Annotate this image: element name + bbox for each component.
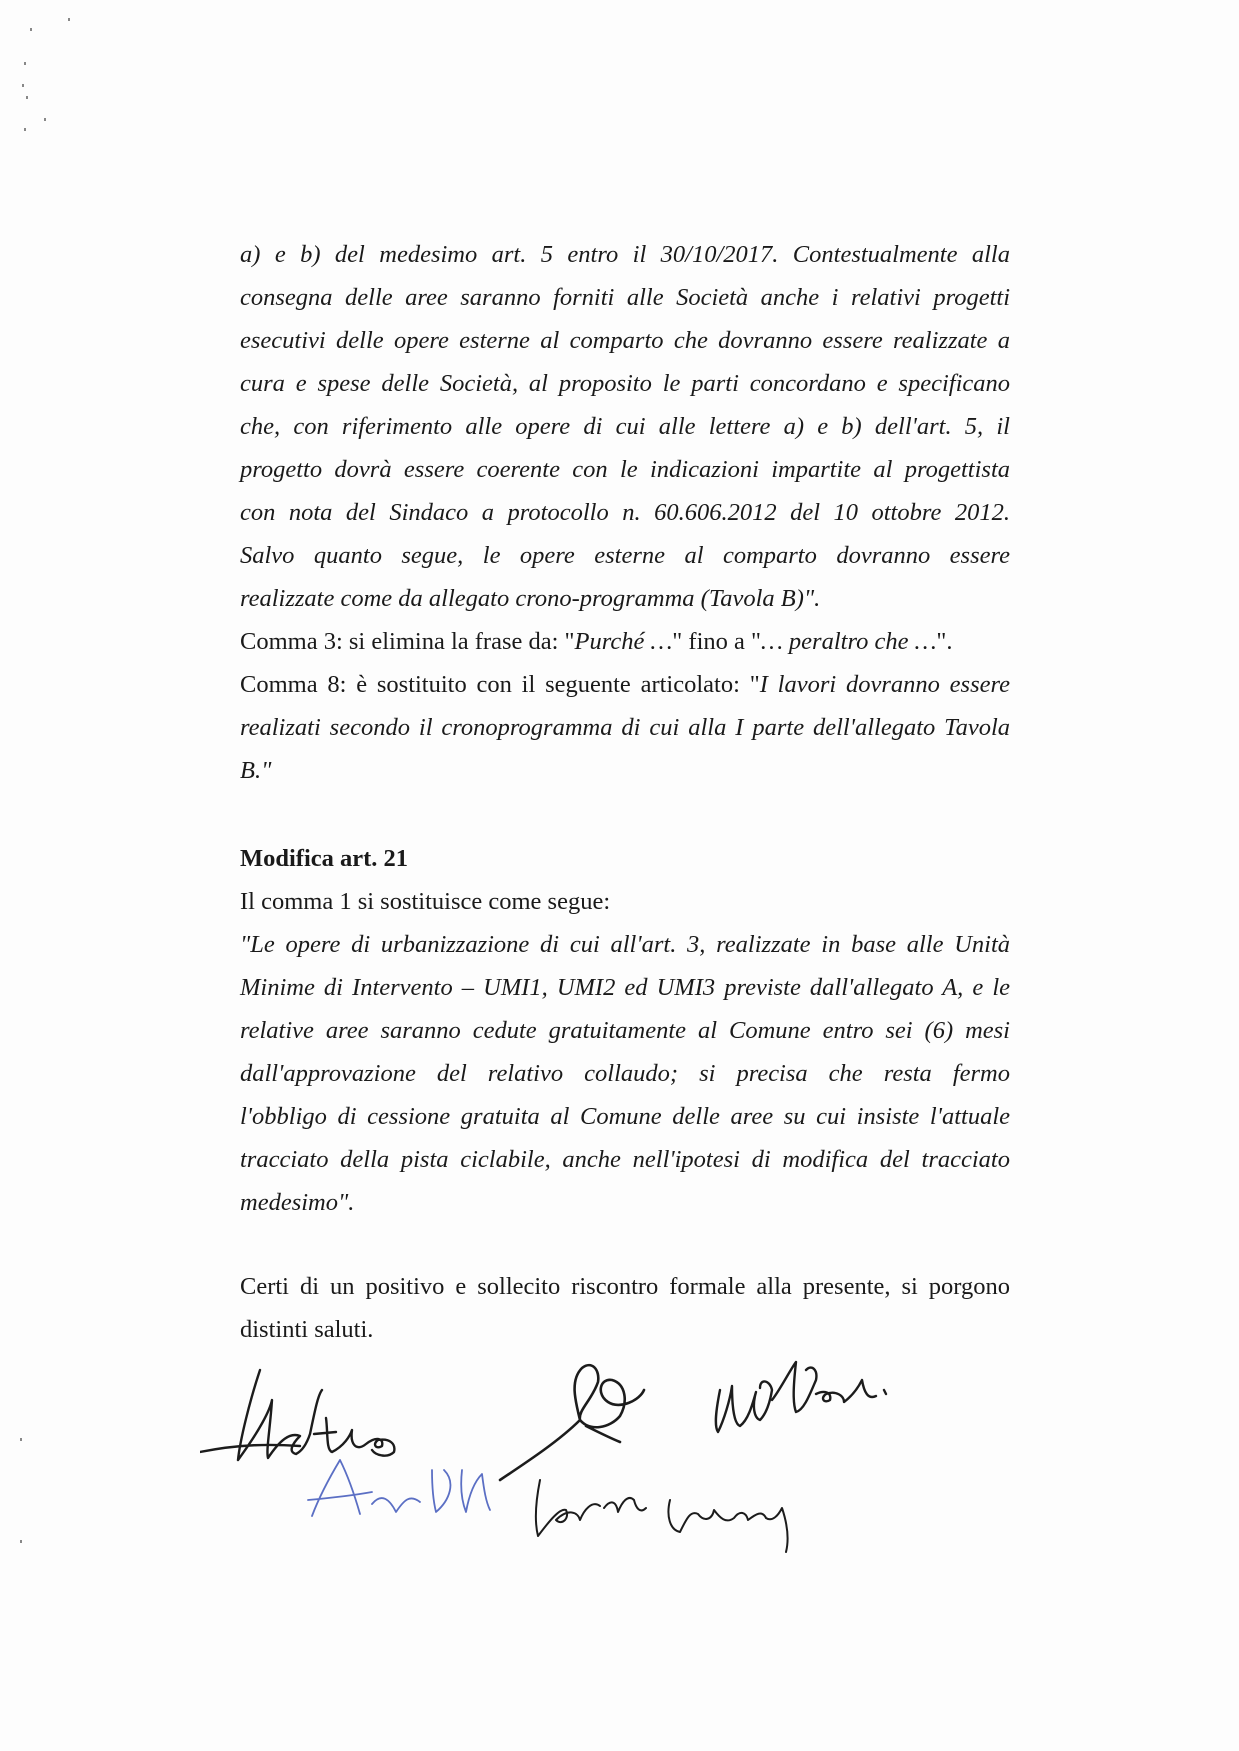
art21-quote-line: relative aree saranno cedute gratuitamente al Comune entro sei (6) mesi [240, 1017, 1010, 1044]
art21-quote-line: Minime di Intervento – UMI1, UMI2 ed UMI3 previste dall'allegato A, e le [240, 974, 1010, 1001]
art21-section [240, 880, 1010, 1224]
art21-intro: Il comma 1 si sostituisce come segue: [240, 888, 611, 915]
paragraph-line: Salvo quanto segue, le opere esterne al comparto dovranno essere [240, 542, 1010, 569]
comma8-line: realizati secondo il cronoprogramma di cui alla I parte dell'allegato Tavola [240, 714, 1010, 741]
paragraph-line: realizzate come da allegato crono-programma (Tavola B)". [240, 585, 821, 612]
paragraph-line: che, con riferimento alle opere di cui alle lettere a) e b) dell'art. 5, il [240, 413, 1010, 440]
closing-line: distinti saluti. [240, 1316, 374, 1343]
signature-1 [200, 1370, 394, 1460]
art21-quote-line: medesimo". [240, 1189, 355, 1216]
paragraph-line: progetto dovrà essere coerente con le indicazioni impartite al progettista [240, 456, 1010, 483]
comma3-line: Comma 3: si elimina la frase da: "Purché …" fino a "… peraltro che …". [240, 628, 953, 655]
signatures [200, 1340, 1100, 1600]
signature-5 [536, 1480, 788, 1552]
closing-line: Certi di un positivo e sollecito riscontro formale alla presente, si porgono [240, 1273, 1010, 1300]
signature-2 [500, 1365, 644, 1480]
art21-quote-line: dall'approvazione del relativo collaudo; si precisa che resta fermo [240, 1060, 1010, 1087]
paragraph-line: consegna delle aree saranno forniti alle Società anche i relativi progetti [240, 284, 1010, 311]
paragraph-line: con nota del Sindaco a protocollo n. 60.606.2012 del 10 ottobre 2012. [240, 499, 1010, 526]
art21-quote-line: "Le opere di urbanizzazione di cui all'art. 3, realizzate in base alle Unità [240, 931, 1010, 958]
comma8-line: Comma 8: è sostituito con il seguente articolato: "I lavori dovranno essere [240, 671, 1010, 698]
paragraph-line: cura e spese delle Società, al proposito le parti concordano e specificano [240, 370, 1010, 397]
art21-quote-line: tracciato della pista ciclabile, anche nell'ipotesi di modifica del tracciato [240, 1146, 1010, 1173]
section-heading: Modifica art. 21 [240, 845, 409, 872]
signature-4 [308, 1460, 490, 1516]
signature-3 [716, 1362, 886, 1432]
closing-paragraph [240, 1265, 1010, 1351]
paragraph-line: esecutivi delle opere esterne al comparto che dovranno essere realizzate a [240, 327, 1010, 354]
art21-quote-line: l'obbligo di cessione gratuita al Comune delle aree su cui insiste l'attuale [240, 1103, 1010, 1130]
paragraph-line: a) e b) del medesimo art. 5 entro il 30/10/2017. Contestualmente alla [240, 241, 1010, 268]
continuation-paragraph [240, 233, 1010, 792]
comma8-line: B." [240, 757, 272, 784]
